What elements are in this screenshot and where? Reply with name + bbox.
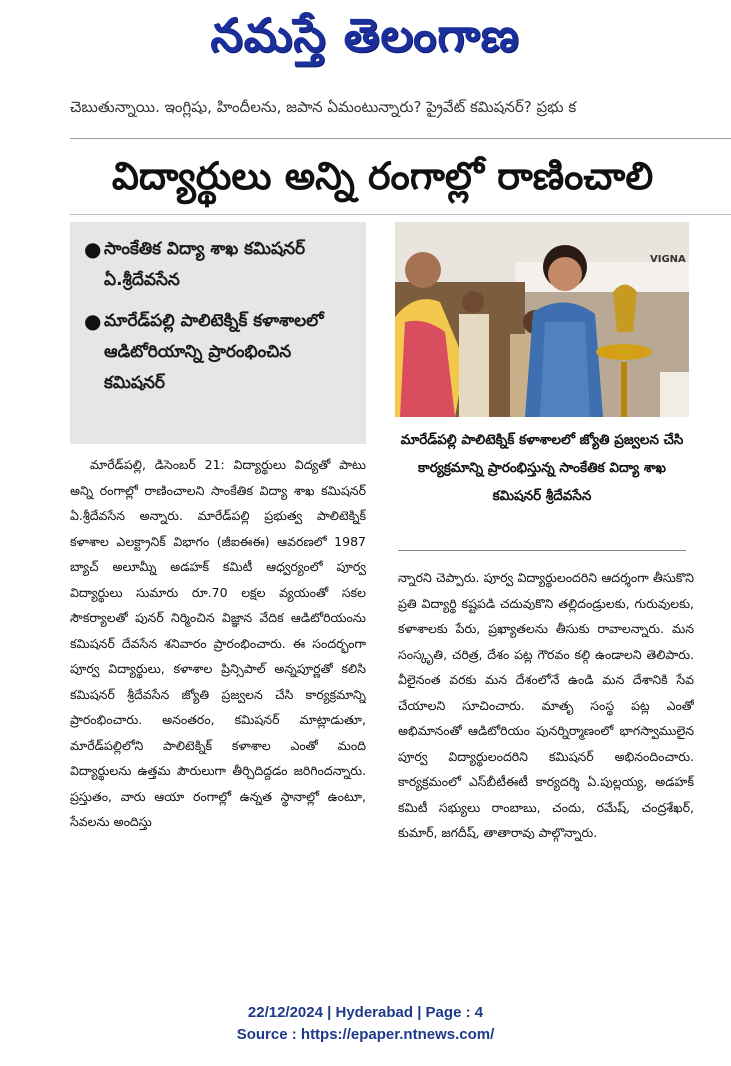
highlights-box [70, 222, 366, 444]
top-divider [70, 138, 731, 139]
caption-divider [398, 550, 686, 551]
highlight-item [84, 234, 356, 296]
highlight-text: మారేడ్‌పల్లి పాలిటెక్నిక్ కళాశాలలో ఆడిటోరియాన్ని ప్రారంభించిన కమిషనర్ [104, 311, 324, 393]
venue-sign: VIGNA [650, 254, 686, 265]
previous-article-strip: చెబుతున్నాయి. ఇంగ్లిషు, హిందీలను, జపాన ఏమంటున్నారు? ప్రైవేట్ కమిషనర్? ప్రభు క [70, 98, 577, 116]
event-photo [395, 222, 689, 417]
bullet-icon: ● [84, 309, 102, 333]
photo-caption: మారేడ్‌పల్లి పాలిటెక్నిక్ కళాశాలలో జ్యోతి ప్రజ్వలన చేసి కార్యక్రమాన్ని ప్రారంభిస్తున్న సాంకేతిక విద్యా శాఖ కమిషనర్ శ్రీదేవసేన [400, 432, 684, 504]
article-body-right-column: న్నారని చెప్పారు. పూర్వ విద్యార్థులందరిని ఆదర్శంగా తీసుకొని ప్రతి విద్యార్థి కష్టపడి చదువుకొని తల్లిదండ్రులకు, గురువులకు, కళాశాలకు పేరు, ప్రఖ్యాతలను తీసుకు రావాలన్నారు. మన సంస్కృతి, చరిత్ర, దేశం పట్ల గౌరవం కల్గి ఉండాలని తెలిపారు. వీలైనంత వరకు మన దేశంలోనే ఉండి మన దేశానికి సేవ చేయాలని సూచించారు. మాతృ సంస్థ పట్ల ఎంతో అభిమానంతో ఆడిటోరియం పునర్నిర్మాణంలో భాగస్వాములైన పూర్వ విద్యార్థులందరిని కమిషనర్ అభినందించారు. కార్యక్రమంలో ఎస్‌బీటీఈటీ కార్యదర్శి ఏ.పుల్లయ్య, అడహక్ కమిటీ సభ్యులు రాంబాబు, చందు, రమేష్, చంద్రశేఖర్, కుమార్, జగదీష్, తాతారావు పాల్గొన్నారు. [398, 570, 694, 840]
footer-date-line: 22/12/2024 | Hyderabad | Page : 4 [247, 1004, 484, 1021]
footer-source-line: Source : https://epaper.ntnews.com/ [236, 1026, 495, 1043]
newspaper-masthead: నమస్తే తెలంగాణ [210, 8, 520, 62]
article-body-left-column: మారేడ్‌పల్లి, డిసెంబర్ 21: విద్యార్థులు విద్యతో పాటు అన్ని రంగాల్లో రాణించాలని సాంకేతిక విద్యా శాఖ కమిషనర్ ఏ.శ్రీదేవసేన అన్నారు. మారేడ్‌పల్లి ప్రభుత్వ పాలిటెక్నిక్ కళాశాల ఎలక్ట్రానిక్ విభాగం (జీఐఈఈ) ఆవరణలో 1987 బ్యాచ్ అలూమ్నీ అడహక్ కమిటీ ఆధ్వర్యంలో పూర్వ విద్యార్థులు సుమారు రూ.70 లక్షల వ్యయంతో సకల సౌకర్యాలతో పునర్ నిర్మించిన విజ్ఞాన వేదిక ఆడిటోరియంను కమిషనర్ దేవసేన శనివారం ప్రారంభించారు. ఈ సందర్భంగా పూర్వ విద్యార్థులు, కళాశాల ప్రిన్సిపాల్ అన్నపూర్ణతో కలిసి కమిషనర్ శ్రీదేవసేన జ్యోతి ప్రజ్వలన చేసి కార్యక్రమాన్ని ప్రారంభించారు. అనంతరం, కమిషనర్ మాట్లాడుతూ, మారేడ్‌పల్లిలోని పాలిటెక్నిక్ కళాశాల ఎంతో మంది విద్యార్థులను ఉత్తమ పౌరులుగా తీర్చిదిద్దడం జరిగిందన్నారు. ప్రస్తుతం, వారు ఆయా రంగాల్లో ఉన్నత స్థానాల్లో ఉంటూ, సేవలను అందిస్తు [70, 457, 366, 829]
highlight-item [84, 306, 356, 399]
headline-divider [70, 214, 731, 215]
bullet-icon: ● [84, 237, 102, 261]
article-headline: విద్యార్థులు అన్ని రంగాల్లో రాణించాలి [111, 154, 654, 198]
highlight-text: సాంకేతిక విద్యా శాఖ కమిషనర్ ఏ.శ్రీదేవసేన [104, 239, 306, 290]
